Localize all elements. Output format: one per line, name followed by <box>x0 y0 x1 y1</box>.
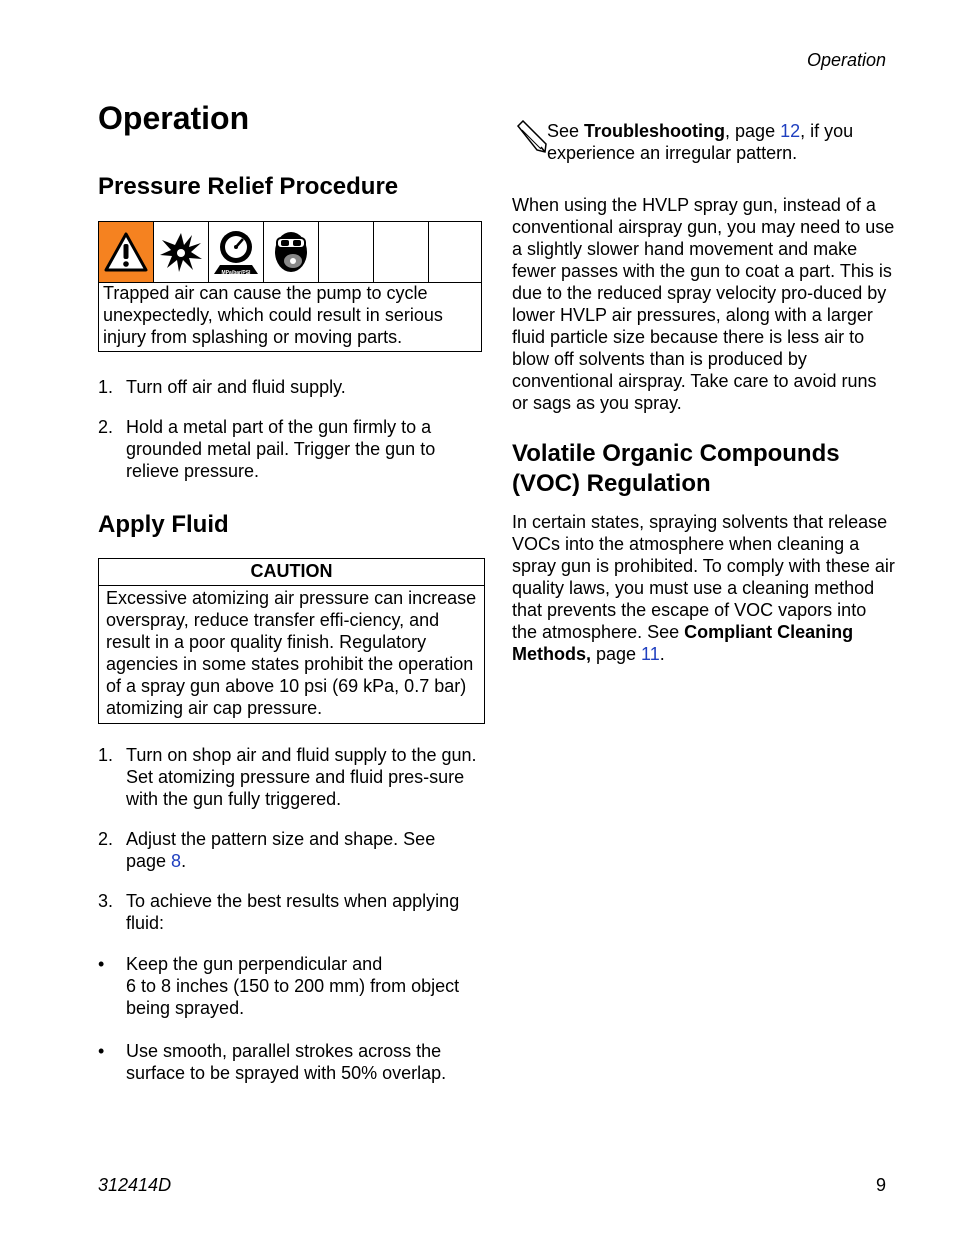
empty-icon-cell <box>319 222 374 282</box>
step-number: 3. <box>98 891 114 911</box>
warning-triangle-icon <box>99 222 154 282</box>
step-number: 2. <box>98 417 114 437</box>
warning-text: Trapped air can cause the pump to cycle unexpectedly, which could result in serious injury from splashing or moving parts. <box>103 283 443 347</box>
document-number: 312414D <box>98 1175 172 1195</box>
step-number: 2. <box>98 829 114 849</box>
bullet-mark: • <box>98 954 105 974</box>
caution-title: CAUTION <box>99 559 484 586</box>
step-text <box>126 828 466 872</box>
bullet-text: Use smooth, parallel strokes across the surface to be sprayed with 50% overlap. <box>126 1041 447 1083</box>
page-link[interactable]: 12 <box>780 121 801 141</box>
step-text-part: . <box>181 851 187 871</box>
voc-heading <box>512 439 840 499</box>
caution-text: Excessive atomizing air pressure can increase overspray, reduce transfer effi-ciency, and result in a poor quality finish. Regulatory agencies in some states prohibit the operation of a spray gun above 10 psi (69 kPa, 0.7 bar) atomizing air cap pressure. <box>106 588 477 718</box>
page-number: 9 <box>875 1175 886 1195</box>
note-text: See <box>547 121 585 141</box>
note-text: , if you experience an irregular pattern. <box>547 121 854 163</box>
step-text: Turn off air and fluid supply. <box>126 377 346 397</box>
step-text: To achieve the best results when applying fluid: <box>126 891 460 933</box>
empty-icon-cell <box>429 222 481 282</box>
pencil-note-icon <box>514 120 548 159</box>
step-text-part: Adjust the pattern size and shape. See page <box>126 829 436 871</box>
voc-text: page <box>591 644 642 664</box>
face-mask-goggles-icon <box>264 222 319 282</box>
step-number: 1. <box>98 377 114 397</box>
warning-table <box>98 221 482 352</box>
voc-heading-line: Volatile Organic Compounds <box>512 440 840 467</box>
note-bold: Troubleshooting <box>584 121 726 141</box>
empty-icon-cell <box>374 222 429 282</box>
bullet-mark: • <box>98 1041 105 1061</box>
voc-paragraph <box>512 511 896 665</box>
gauge-label: MPa/bar/PSI <box>221 270 251 276</box>
apply-fluid-heading: Apply Fluid <box>98 511 229 538</box>
bullet-text <box>126 953 476 1019</box>
step-number: 1. <box>98 745 114 765</box>
page-link[interactable]: 11 <box>641 644 660 664</box>
voc-bold: Compliant Cleaning Methods, <box>512 622 854 664</box>
pressure-relief-heading: Pressure Relief Procedure <box>98 173 399 200</box>
voc-text: . <box>659 644 665 664</box>
hvlp-paragraph: When using the HVLP spray gun, instead of a conventional airspray gun, you may need to use a slightly slower hand movement and make fewer passes with the gun to coat a part. This is due to the reduced spray velocity pro-duced by lower HVLP air pressures, along with a larger fluid particle size because there is less air to blow off solvents than is produced by conventional airspray. Take care to avoid runs or sags as you spray. <box>512 195 895 413</box>
voc-heading-line: (VOC) Regulation <box>512 470 711 497</box>
page-link[interactable]: 8 <box>171 851 182 871</box>
step-text: Hold a metal part of the gun firmly to a grounded metal pail. Trigger the gun to relieve pressure. <box>126 417 436 481</box>
step-text: Turn on shop air and fluid supply to the gun. Set atomizing pressure and fluid pres-sure with the gun fully triggered. <box>126 745 477 809</box>
warning-icon-row <box>99 222 481 283</box>
voc-text: In certain states, spraying solvents that release VOCs into the atmosphere when cleaning a spray gun is prohibited. To comply with these air quality laws, you must use a cleaning method that prevents the escape of VOC vapors into the atmosphere. See <box>512 512 895 642</box>
running-header: Operation <box>806 50 886 70</box>
note-text: , page <box>725 121 781 141</box>
caution-box <box>98 558 485 724</box>
pressure-gauge-icon <box>209 222 264 282</box>
troubleshooting-note <box>547 120 887 164</box>
splash-explosion-icon <box>154 222 209 282</box>
bullet-text-line: Keep the gun perpendicular and <box>126 954 383 974</box>
page-title: Operation <box>98 100 250 136</box>
bullet-text-line: 6 to 8 inches (150 to 200 mm) from object being sprayed. <box>126 976 460 1018</box>
